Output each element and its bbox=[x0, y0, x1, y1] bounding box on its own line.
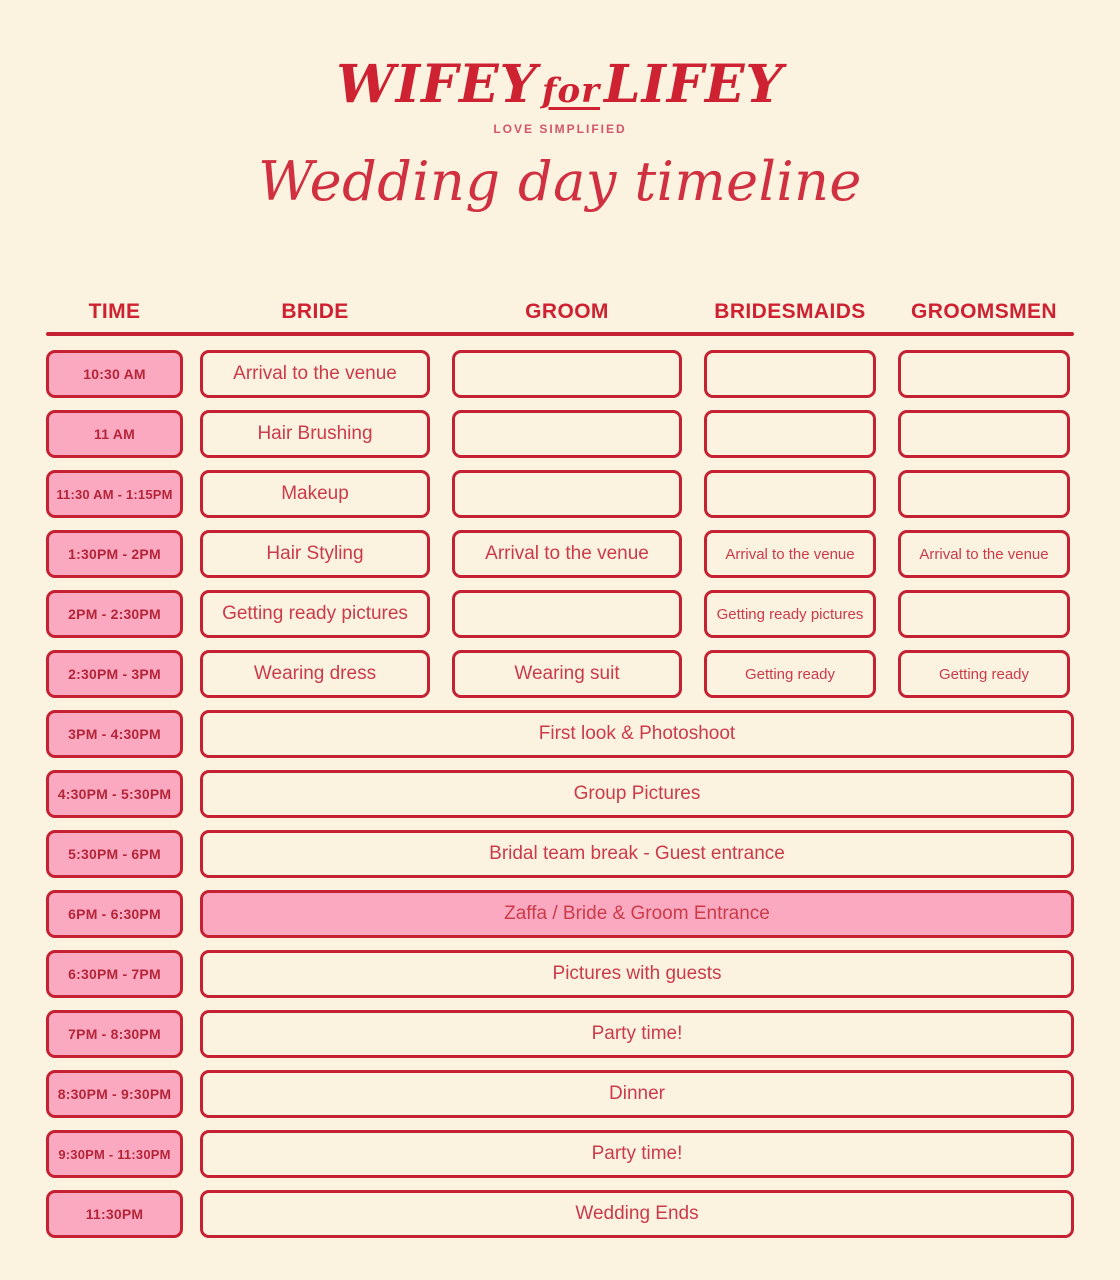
timeline-table bbox=[46, 288, 1074, 1250]
activity-chip-empty bbox=[898, 590, 1070, 638]
time-chip: 2PM - 2:30PM bbox=[46, 590, 183, 638]
column-spacer bbox=[183, 770, 200, 818]
activity-chip-fullwidth: Party time! bbox=[200, 1010, 1074, 1058]
cell-spacer bbox=[682, 350, 704, 398]
column-spacer bbox=[183, 1130, 200, 1178]
activity-chip: Makeup bbox=[200, 470, 430, 518]
cell-spacer bbox=[876, 350, 898, 398]
activity-chip-fullwidth: Bridal team break - Guest entrance bbox=[200, 830, 1074, 878]
activity-chip: Arrival to the venue bbox=[200, 350, 430, 398]
time-chip: 4:30PM - 5:30PM bbox=[46, 770, 183, 818]
column-spacer bbox=[183, 410, 200, 458]
table-row bbox=[46, 410, 1074, 458]
activity-chip-fullwidth: Pictures with guests bbox=[200, 950, 1074, 998]
time-chip: 2:30PM - 3PM bbox=[46, 650, 183, 698]
cell-spacer bbox=[682, 650, 704, 698]
cell-spacer bbox=[430, 590, 452, 638]
cell-spacer bbox=[876, 530, 898, 578]
activity-chip-fullwidth: First look & Photoshoot bbox=[200, 710, 1074, 758]
table-row bbox=[46, 1130, 1074, 1178]
activity-chip: Arrival to the venue bbox=[704, 530, 876, 578]
table-row bbox=[46, 1010, 1074, 1058]
logo-word-wifey: WIFEY bbox=[336, 54, 538, 115]
cell-spacer bbox=[876, 410, 898, 458]
activity-chip-empty bbox=[452, 590, 682, 638]
activity-chip-empty bbox=[704, 410, 876, 458]
activity-chip: Getting ready bbox=[704, 650, 876, 698]
cell-spacer bbox=[682, 530, 704, 578]
brand-logo bbox=[0, 54, 1120, 115]
activity-chip-empty bbox=[898, 350, 1070, 398]
activity-chip: Getting ready pictures bbox=[200, 590, 430, 638]
activity-chip-highlighted: Zaffa / Bride & Groom Entrance bbox=[200, 890, 1074, 938]
activity-chip: Arrival to the venue bbox=[898, 530, 1070, 578]
activity-chip-empty bbox=[704, 470, 876, 518]
time-chip: 5:30PM - 6PM bbox=[46, 830, 183, 878]
cell-spacer bbox=[430, 650, 452, 698]
table-header-row bbox=[46, 288, 1074, 322]
time-chip: 8:30PM - 9:30PM bbox=[46, 1070, 183, 1118]
cell-spacer bbox=[876, 650, 898, 698]
activity-chip: Wearing suit bbox=[452, 650, 682, 698]
activity-chip: Wearing dress bbox=[200, 650, 430, 698]
time-chip: 9:30PM - 11:30PM bbox=[46, 1130, 183, 1178]
time-chip: 11:30 AM - 1:15PM bbox=[46, 470, 183, 518]
cell-spacer bbox=[430, 350, 452, 398]
time-chip: 7PM - 8:30PM bbox=[46, 1010, 183, 1058]
column-spacer bbox=[183, 710, 200, 758]
activity-chip-fullwidth: Party time! bbox=[200, 1130, 1074, 1178]
column-header-bride: BRIDE bbox=[281, 300, 349, 323]
column-header-groom: GROOM bbox=[525, 300, 609, 323]
table-row bbox=[46, 950, 1074, 998]
column-spacer bbox=[183, 590, 200, 638]
activity-chip-empty bbox=[452, 470, 682, 518]
table-row bbox=[46, 890, 1074, 938]
activity-chip: Getting ready pictures bbox=[704, 590, 876, 638]
brand-header bbox=[0, 0, 1120, 136]
time-chip: 11 AM bbox=[46, 410, 183, 458]
table-row bbox=[46, 530, 1074, 578]
cell-spacer bbox=[682, 590, 704, 638]
time-chip: 11:30PM bbox=[46, 1190, 183, 1238]
column-header-groomsmen: GROOMSMEN bbox=[911, 300, 1057, 323]
activity-chip: Hair Brushing bbox=[200, 410, 430, 458]
table-row bbox=[46, 770, 1074, 818]
activity-chip-fullwidth: Dinner bbox=[200, 1070, 1074, 1118]
cell-spacer bbox=[430, 470, 452, 518]
activity-chip-empty bbox=[704, 350, 876, 398]
page-title: Wedding day timeline bbox=[258, 149, 862, 213]
column-spacer bbox=[183, 1190, 200, 1238]
column-spacer bbox=[183, 470, 200, 518]
column-spacer bbox=[183, 890, 200, 938]
activity-chip-empty bbox=[898, 410, 1070, 458]
activity-chip: Getting ready bbox=[898, 650, 1070, 698]
column-header-bridesmaids: BRIDESMAIDS bbox=[714, 300, 866, 323]
column-spacer bbox=[183, 950, 200, 998]
cell-spacer bbox=[876, 590, 898, 638]
cell-spacer bbox=[682, 470, 704, 518]
table-row bbox=[46, 830, 1074, 878]
table-row bbox=[46, 590, 1074, 638]
cell-spacer bbox=[430, 530, 452, 578]
time-chip: 3PM - 4:30PM bbox=[46, 710, 183, 758]
table-row bbox=[46, 1190, 1074, 1238]
table-row bbox=[46, 1070, 1074, 1118]
activity-chip: Arrival to the venue bbox=[452, 530, 682, 578]
cell-spacer bbox=[430, 410, 452, 458]
table-row bbox=[46, 470, 1074, 518]
brand-tagline: LOVE SIMPLIFIED bbox=[493, 121, 627, 136]
table-row bbox=[46, 650, 1074, 698]
activity-chip-empty bbox=[452, 410, 682, 458]
logo-word-for: for bbox=[541, 71, 601, 111]
column-spacer bbox=[183, 650, 200, 698]
column-spacer bbox=[183, 830, 200, 878]
activity-chip-empty bbox=[898, 470, 1070, 518]
column-spacer bbox=[183, 1010, 200, 1058]
header-divider bbox=[46, 332, 1074, 336]
column-spacer bbox=[183, 350, 200, 398]
activity-chip-empty bbox=[452, 350, 682, 398]
logo-word-lifey: LIFEY bbox=[604, 54, 784, 115]
time-chip: 6:30PM - 7PM bbox=[46, 950, 183, 998]
table-row bbox=[46, 350, 1074, 398]
cell-spacer bbox=[682, 410, 704, 458]
activity-chip-fullwidth: Wedding Ends bbox=[200, 1190, 1074, 1238]
cell-spacer bbox=[876, 470, 898, 518]
time-chip: 6PM - 6:30PM bbox=[46, 890, 183, 938]
table-row bbox=[46, 710, 1074, 758]
column-spacer bbox=[183, 1070, 200, 1118]
time-chip: 10:30 AM bbox=[46, 350, 183, 398]
time-chip: 1:30PM - 2PM bbox=[46, 530, 183, 578]
column-spacer bbox=[183, 530, 200, 578]
timeline-rows bbox=[46, 350, 1074, 1238]
activity-chip: Hair Styling bbox=[200, 530, 430, 578]
activity-chip-fullwidth: Group Pictures bbox=[200, 770, 1074, 818]
column-header-time: TIME bbox=[88, 300, 141, 323]
